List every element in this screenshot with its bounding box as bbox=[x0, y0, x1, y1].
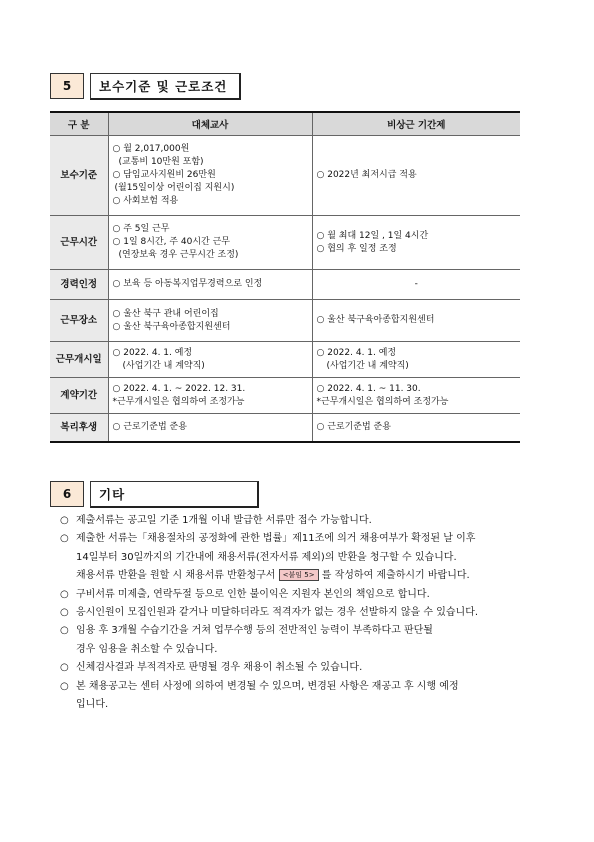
row-label: 경력인정 bbox=[50, 270, 108, 300]
work-conditions-table bbox=[50, 111, 520, 443]
cell-line: (사업기간 내 계약직) bbox=[122, 360, 205, 371]
circle-bullet-icon: ○ bbox=[60, 607, 69, 619]
cell-line: (월15일이상 어린이집 지원시) bbox=[114, 183, 235, 193]
column-header-part-time: 비상근 기간제 bbox=[312, 112, 520, 136]
cell-line: ○ 2022년 최저시급 적용 bbox=[316, 170, 417, 180]
row-label: 계약기간 bbox=[50, 378, 108, 414]
part-time-cell bbox=[312, 136, 520, 216]
cell-line: ○ 사회보험 적용 bbox=[112, 196, 179, 206]
table-row bbox=[50, 378, 520, 414]
cell-line: ○ 1일 8시간, 주 40시간 근무 bbox=[112, 237, 230, 247]
item-text: 임용 후 3개월 수습기간을 거쳐 업무수행 등의 전반적인 능력이 부족하다고 판단될 bbox=[76, 625, 433, 637]
part-time-cell bbox=[312, 378, 520, 414]
cell-line: *근무개시일은 협의하여 조정가능 bbox=[112, 396, 245, 407]
cell-line: ○ 담임교사지원비 26만원 bbox=[112, 170, 216, 180]
list-item bbox=[60, 530, 530, 548]
list-item bbox=[60, 512, 530, 530]
cell-line: (연장보육 경우 근무시간 조정) bbox=[118, 250, 239, 260]
section6-header bbox=[50, 481, 259, 507]
section-number: 6 bbox=[50, 481, 84, 507]
cell-line: ○ 월 2,017,000원 bbox=[112, 144, 190, 154]
attachment-badge: <붙임 5> bbox=[279, 569, 319, 581]
circle-bullet-icon: ○ bbox=[60, 625, 69, 637]
item-text: 응시인원이 모집인원과 같거나 미달하더라도 적격자가 없는 경우 선발하지 않을 수 있습니다. bbox=[76, 607, 479, 619]
part-time-cell bbox=[312, 342, 520, 378]
table-row bbox=[50, 342, 520, 378]
ref-text-after: 를 작성하여 제출하시기 바랍니다. bbox=[321, 570, 470, 582]
substitute-cell bbox=[108, 136, 312, 216]
item-text: 본 채용공고는 센터 사정에 의하여 변경될 수 있으며, 변경된 사항은 재공고 후 시행 예정 bbox=[76, 680, 459, 692]
section5-header bbox=[50, 73, 241, 99]
substitute-cell bbox=[108, 342, 312, 378]
circle-bullet-icon: ○ bbox=[60, 662, 69, 674]
item-text: 제출서류는 공고일 기준 1개월 이내 발급한 서류만 접수 가능합니다. bbox=[76, 515, 372, 526]
table-row bbox=[50, 300, 520, 342]
ref-text-before: 채용서류 반환을 원할 시 채용서류 반환청구서 bbox=[76, 570, 276, 582]
substitute-cell bbox=[108, 378, 312, 414]
cell-line: ○ 근로기준법 준용 bbox=[112, 421, 187, 432]
substitute-cell bbox=[108, 300, 312, 342]
row-label: 근무시간 bbox=[50, 216, 108, 270]
cell-line: ○ 협의 후 일정 조정 bbox=[316, 243, 397, 254]
row-label: 복리후생 bbox=[50, 414, 108, 442]
column-header-substitute-teacher: 대체교사 bbox=[108, 112, 312, 136]
substitute-cell bbox=[108, 414, 312, 442]
other-notes-list bbox=[60, 512, 530, 714]
list-item bbox=[60, 586, 530, 604]
column-header-category: 구 분 bbox=[50, 112, 108, 136]
item-text: 구비서류 미제출, 연락두절 등으로 인한 불이익은 지원자 본인의 책임으로 합니다. bbox=[76, 588, 430, 600]
substitute-cell bbox=[108, 216, 312, 270]
row-label: 근무개시일 bbox=[50, 342, 108, 378]
cell-line: ○ 울산 북구 관내 어린이집 bbox=[112, 308, 219, 319]
row-label: 보수기준 bbox=[50, 136, 108, 216]
table-row bbox=[50, 216, 520, 270]
section-number: 5 bbox=[50, 73, 84, 99]
table-row bbox=[50, 136, 520, 216]
item-continuation: 14일부터 30일까지의 기간내에 채용서류(전자서류 제외)의 반환을 청구할 수 있습니다. bbox=[76, 551, 457, 563]
circle-bullet-icon: ○ bbox=[60, 680, 69, 692]
cell-line: ○ 2022. 4. 1. 예정 bbox=[112, 347, 193, 358]
circle-bullet-icon: ○ bbox=[60, 515, 69, 526]
substitute-cell bbox=[108, 270, 312, 300]
item-text: 제출한 서류는「채용절차의 공정화에 관한 법률」제11조에 의거 채용여부가 확정된 날 이후 bbox=[76, 533, 476, 545]
part-time-cell bbox=[312, 414, 520, 442]
cell-line: - bbox=[414, 279, 418, 289]
item-continuation: 경우 임용을 취소할 수 있습니다. bbox=[76, 643, 218, 655]
list-item bbox=[60, 604, 530, 622]
circle-bullet-icon: ○ bbox=[60, 533, 69, 545]
item-continuation-with-reference bbox=[60, 567, 530, 585]
table-row bbox=[50, 414, 520, 442]
item-text: 신체검사결과 부적격자로 판명될 경우 채용이 취소될 수 있습니다. bbox=[76, 662, 363, 674]
part-time-cell bbox=[312, 270, 520, 300]
list-item bbox=[60, 622, 530, 640]
section-title: 보수기준 및 근로조건 bbox=[90, 73, 241, 100]
cell-line: ○ 월 최대 12일 , 1일 4시간 bbox=[316, 230, 429, 241]
cell-line: ○ 보육 등 아동복지업무경력으로 인정 bbox=[112, 279, 263, 289]
circle-bullet-icon: ○ bbox=[60, 588, 69, 600]
cell-line: *근무개시일은 협의하여 조정가능 bbox=[316, 396, 449, 407]
cell-line: ○ 울산 북구육아종합지원센터 bbox=[112, 321, 231, 332]
item-continuation: 입니다. bbox=[76, 699, 109, 711]
cell-line: ○ 울산 북구육아종합지원센터 bbox=[316, 315, 435, 325]
section-title: 기타 bbox=[90, 481, 259, 508]
part-time-cell bbox=[312, 300, 520, 342]
cell-line: (교통비 10만원 포함) bbox=[118, 157, 204, 167]
part-time-cell bbox=[312, 216, 520, 270]
cell-line: (사업기간 내 계약직) bbox=[326, 360, 409, 371]
cell-line: ○ 주 5일 근무 bbox=[112, 224, 170, 234]
table-row bbox=[50, 270, 520, 300]
table-header-row bbox=[50, 112, 520, 136]
list-item bbox=[60, 659, 530, 677]
cell-line: ○ 근로기준법 준용 bbox=[316, 421, 391, 432]
row-label: 근무장소 bbox=[50, 300, 108, 342]
cell-line: ○ 2022. 4. 1. ~ 11. 30. bbox=[316, 383, 421, 394]
cell-line: ○ 2022. 4. 1. 예정 bbox=[316, 347, 397, 358]
list-item bbox=[60, 678, 530, 696]
cell-line: ○ 2022. 4. 1. ~ 2022. 12. 31. bbox=[112, 383, 246, 394]
